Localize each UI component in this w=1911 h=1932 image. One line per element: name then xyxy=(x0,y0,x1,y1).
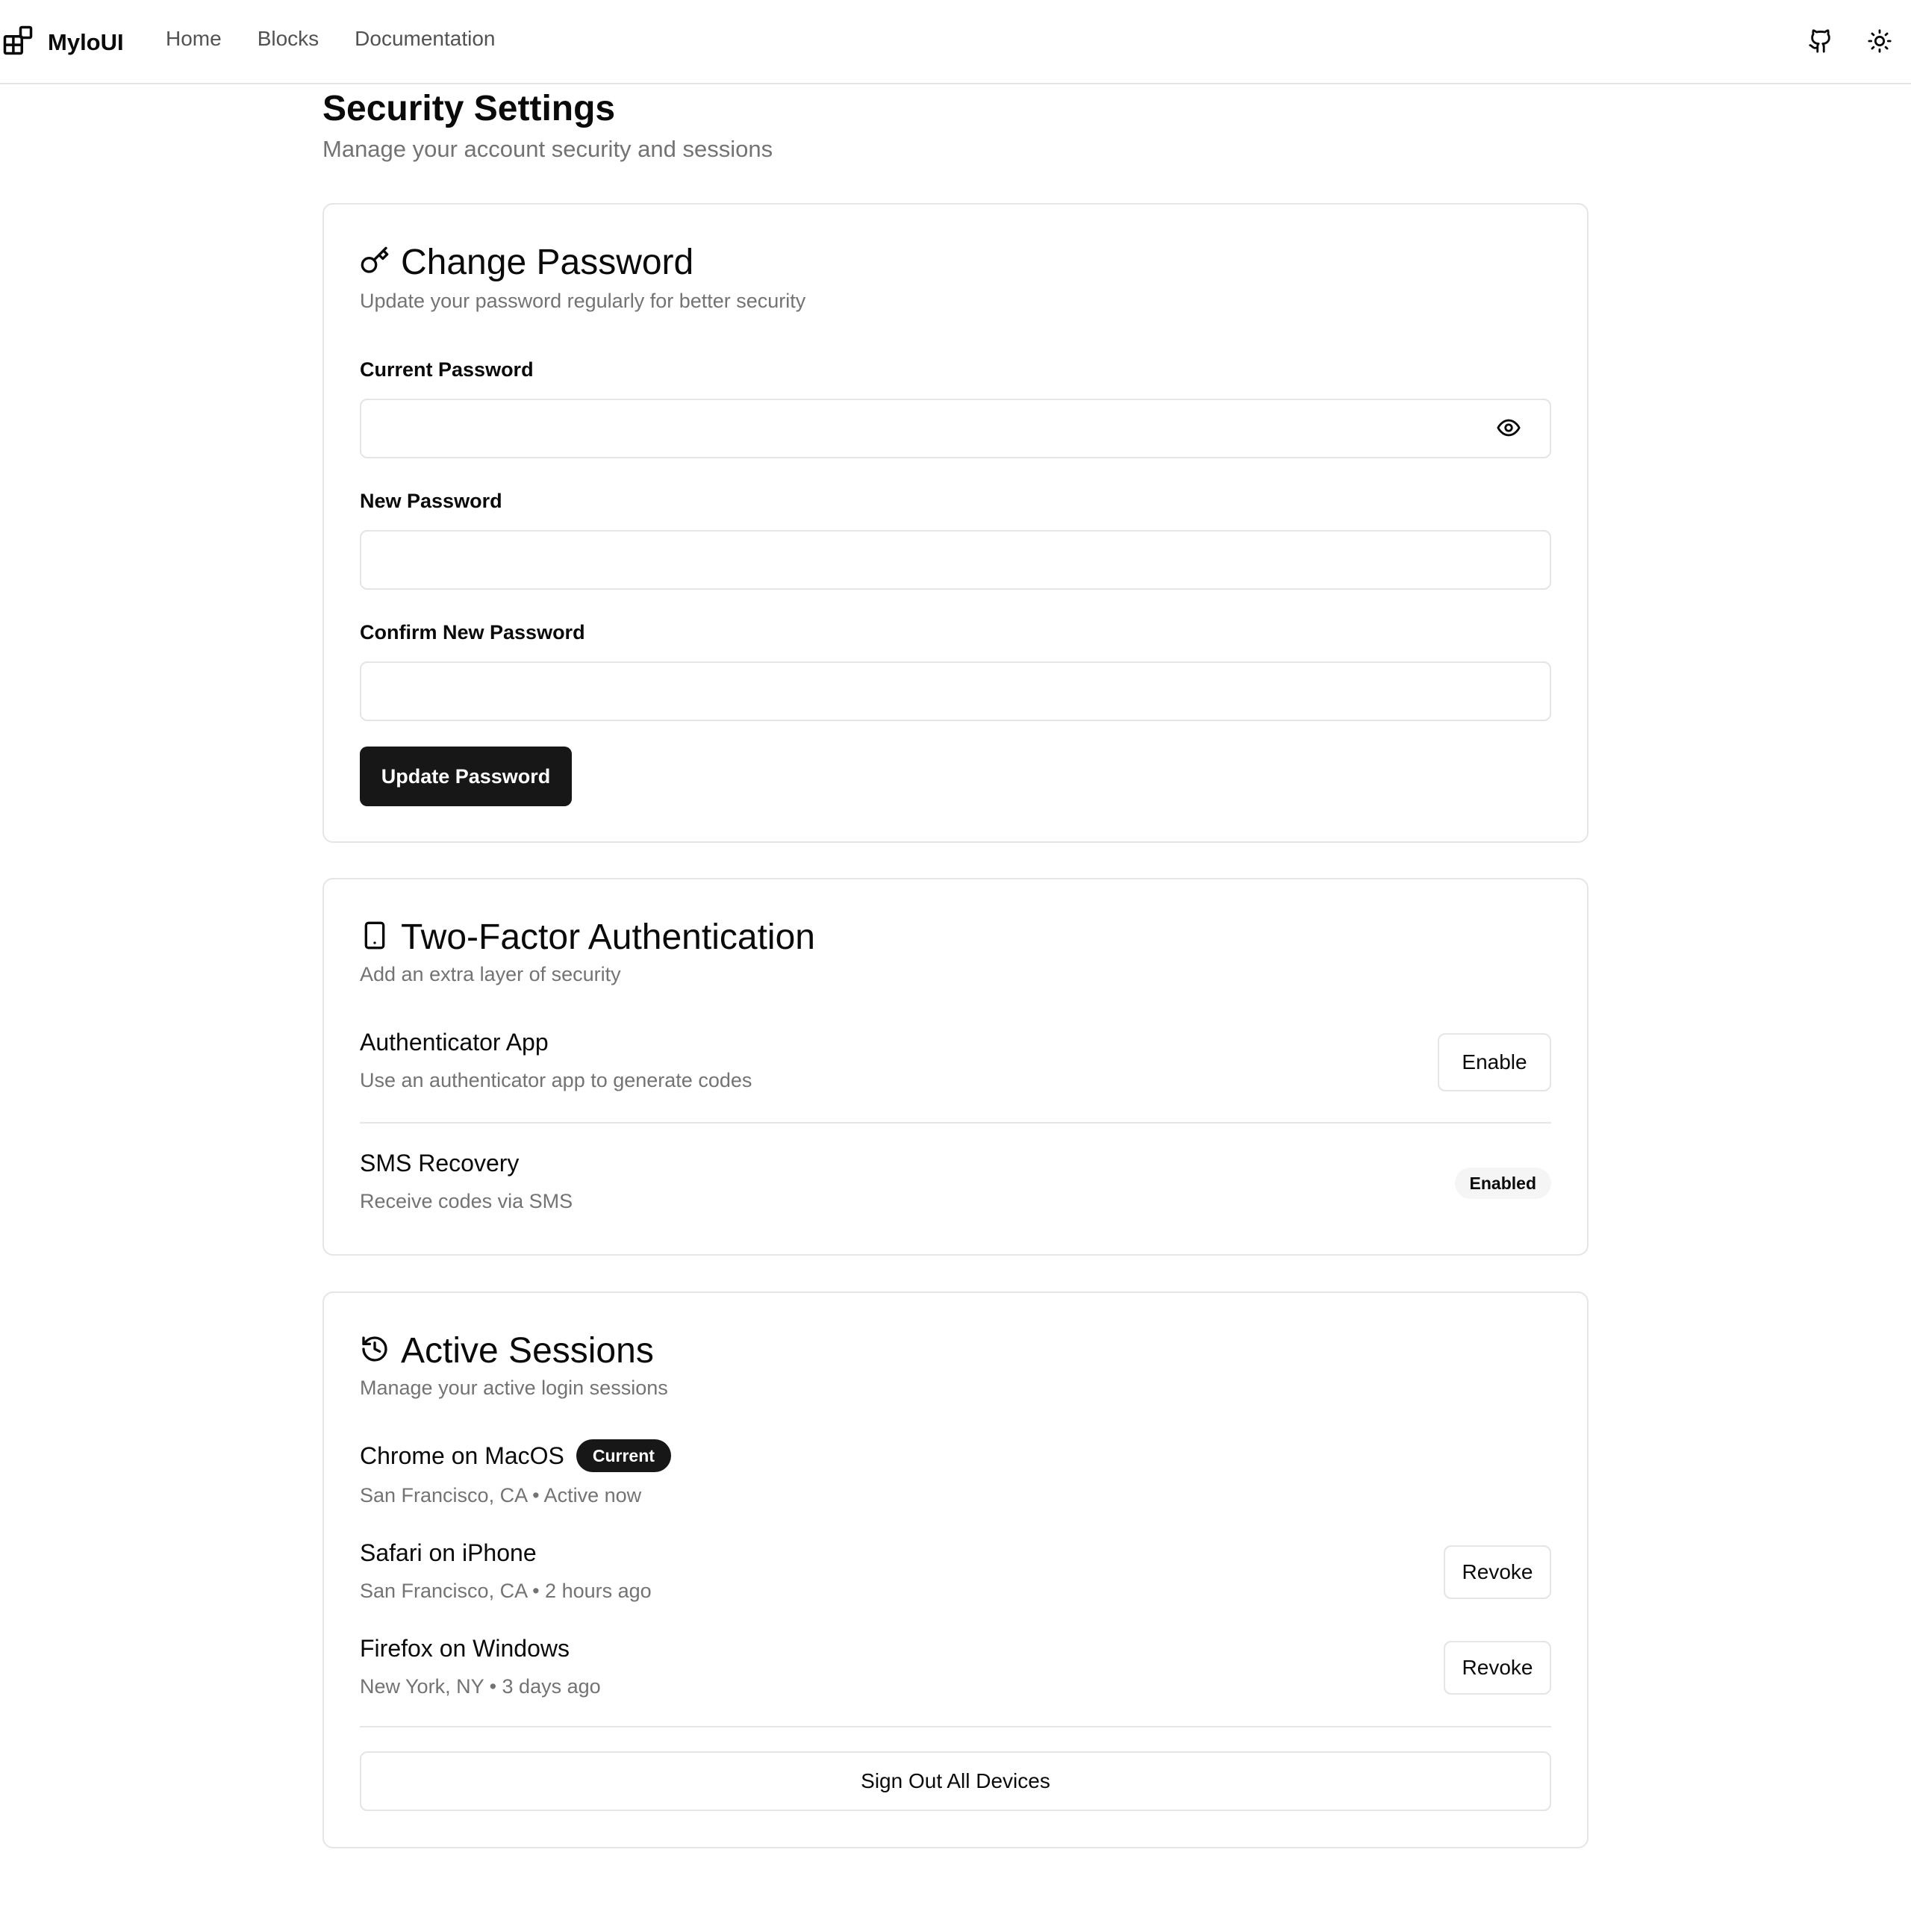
authenticator-app-description: Use an authenticator app to generate codes xyxy=(360,1069,752,1091)
github-icon[interactable] xyxy=(1807,28,1834,54)
two-factor-header xyxy=(360,917,815,958)
sms-enabled-badge: Enabled xyxy=(1455,1168,1551,1199)
page-subtitle: Manage your account security and sessions xyxy=(322,136,773,162)
nav-home-link[interactable]: Home xyxy=(166,27,222,50)
active-sessions-card xyxy=(322,1291,1589,1848)
current-session-badge: Current xyxy=(576,1439,671,1472)
page-title: Security Settings xyxy=(322,89,616,128)
active-sessions-description: Manage your active login sessions xyxy=(360,1377,668,1399)
change-password-description: Update your password regularly for better security xyxy=(360,290,806,312)
session-item xyxy=(360,1439,671,1472)
divider xyxy=(360,1726,1551,1727)
two-factor-title: Two-Factor Authentication xyxy=(401,917,815,957)
main-nav xyxy=(166,27,531,51)
new-password-input[interactable] xyxy=(360,530,1551,590)
change-password-header xyxy=(360,242,693,283)
current-password-label: Current Password xyxy=(360,358,534,381)
sms-recovery-title: SMS Recovery xyxy=(360,1150,520,1177)
session-device-name: Chrome on MacOS xyxy=(360,1442,564,1469)
brand-name: MyloUI xyxy=(48,28,124,55)
brand-link[interactable] xyxy=(2,25,124,60)
top-navbar xyxy=(0,0,1911,84)
two-factor-card xyxy=(322,878,1589,1256)
current-password-wrapper xyxy=(360,399,1551,458)
sun-icon[interactable] xyxy=(1866,28,1893,54)
active-sessions-header xyxy=(360,1330,654,1371)
eye-icon[interactable] xyxy=(1496,415,1521,440)
update-password-button[interactable]: Update Password xyxy=(360,747,572,806)
confirm-password-input[interactable] xyxy=(360,661,1551,721)
sms-recovery-description: Receive codes via SMS xyxy=(360,1190,573,1212)
session-device-name: Firefox on Windows xyxy=(360,1635,570,1662)
session-detail: San Francisco, CA • Active now xyxy=(360,1484,642,1506)
nav-documentation-link[interactable]: Documentation xyxy=(355,27,496,50)
active-sessions-title: Active Sessions xyxy=(401,1331,654,1371)
smartphone-icon xyxy=(360,920,401,954)
change-password-title: Change Password xyxy=(401,243,694,282)
current-password-input[interactable] xyxy=(360,399,1551,458)
confirm-password-label: Confirm New Password xyxy=(360,621,585,644)
enable-authenticator-button[interactable]: Enable xyxy=(1438,1033,1551,1091)
new-password-label: New Password xyxy=(360,490,502,512)
nav-blocks-link[interactable]: Blocks xyxy=(257,27,319,50)
revoke-session-button[interactable]: Revoke xyxy=(1444,1641,1551,1695)
two-factor-description: Add an extra layer of security xyxy=(360,963,621,985)
key-icon xyxy=(360,246,401,279)
authenticator-app-title: Authenticator App xyxy=(360,1029,549,1056)
sign-out-all-button[interactable]: Sign Out All Devices xyxy=(360,1751,1551,1811)
revoke-session-button[interactable]: Revoke xyxy=(1444,1545,1551,1599)
session-device-name: Safari on iPhone xyxy=(360,1539,537,1566)
session-detail: San Francisco, CA • 2 hours ago xyxy=(360,1580,652,1602)
change-password-card xyxy=(322,203,1589,843)
history-icon xyxy=(360,1334,401,1368)
divider xyxy=(360,1122,1551,1124)
blocks-icon xyxy=(2,25,34,60)
session-detail: New York, NY • 3 days ago xyxy=(360,1675,601,1698)
